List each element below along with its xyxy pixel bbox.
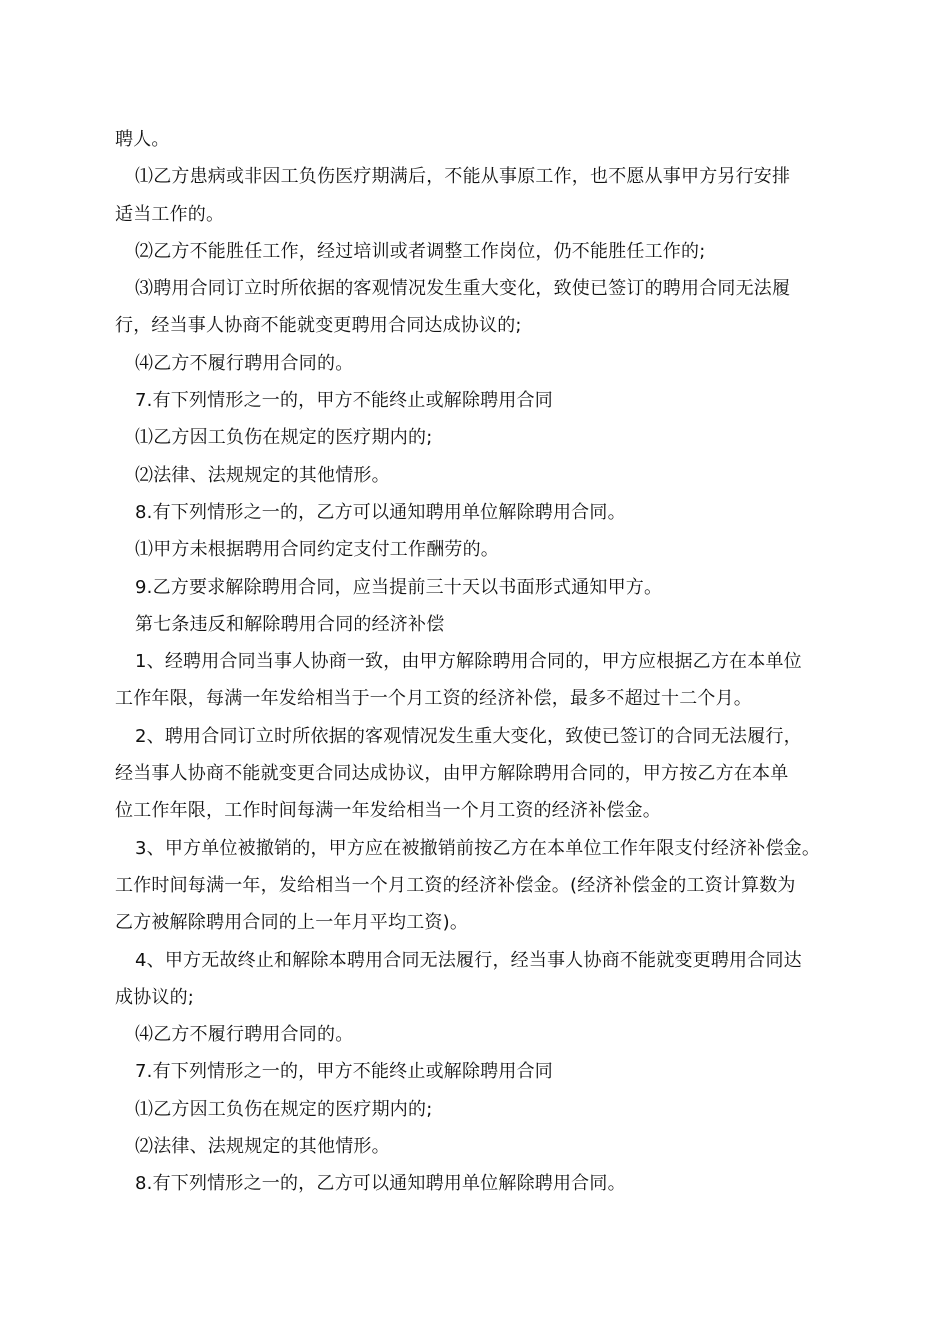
text-line: ⑴甲方未根据聘用合同约定支付工作酬劳的。 <box>135 539 499 561</box>
text-line: 7.有下列情形之一的，甲方不能终止或解除聘用合同 <box>135 1061 553 1083</box>
text-line: 经当事人协商不能就变更合同达成协议，由甲方解除聘用合同的，甲方按乙方在本单 <box>115 763 789 785</box>
text-line: ⑷乙方不履行聘用合同的。 <box>135 1024 354 1046</box>
text-line: 8.有下列情形之一的，乙方可以通知聘用单位解除聘用合同。 <box>135 1173 626 1195</box>
text-line: ⑶聘用合同订立时所依据的客观情况发生重大变化，致使已签订的聘用合同无法履 <box>135 278 791 300</box>
text-line: ⑴乙方因工负伤在规定的医疗期内的; <box>135 427 433 449</box>
document-body <box>115 121 845 1203</box>
text-line: 2、聘用合同订立时所依据的客观情况发生重大变化，致使已签订的合同无法履行， <box>135 725 802 747</box>
text-line: 8.有下列情形之一的，乙方可以通知聘用单位解除聘用合同。 <box>135 501 626 523</box>
text-line: ⑴乙方因工负伤在规定的医疗期内的; <box>135 1098 433 1120</box>
text-line: 7.有下列情形之一的，甲方不能终止或解除聘用合同 <box>135 390 553 412</box>
text-line: 工作时间每满一年，发给相当一个月工资的经济补偿金。(经济补偿金的工资计算数为 <box>115 874 796 896</box>
text-line: ⑵乙方不能胜任工作，经过培训或者调整工作岗位，仍不能胜任工作的; <box>135 240 706 262</box>
text-line: 3、甲方单位被撤销的，甲方应在被撤销前按乙方在本单位工作年限支付经济补偿金。 <box>135 837 821 859</box>
text-line: 位工作年限，工作时间每满一年发给相当一个月工资的经济补偿金。 <box>115 800 661 822</box>
text-line: 9.乙方要求解除聘用合同，应当提前三十天以书面形式通知甲方。 <box>135 576 663 598</box>
text-line: ⑷乙方不履行聘用合同的。 <box>135 352 354 374</box>
text-line: ⑵法律、法规规定的其他情形。 <box>135 464 390 486</box>
text-line: 行，经当事人协商不能就变更聘用合同达成协议的; <box>115 315 522 337</box>
text-line: 乙方被解除聘用合同的上一年月平均工资)。 <box>115 912 469 934</box>
text-line: 适当工作的。 <box>115 203 225 225</box>
text-line: 1、经聘用合同当事人协商一致，由甲方解除聘用合同的，甲方应根据乙方在本单位 <box>135 651 802 673</box>
text-line: 成协议的; <box>115 986 195 1008</box>
text-line: 4、甲方无故终止和解除本聘用合同无法履行，经当事人协商不能就变更聘用合同达 <box>135 949 802 971</box>
text-line: ⑴乙方患病或非因工负伤医疗期满后，不能从事原工作，也不愿从事甲方另行安排 <box>135 166 791 188</box>
text-line: 聘人。 <box>115 129 170 150</box>
text-line: 工作年限，每满一年发给相当于一个月工资的经济补偿，最多不超过十二个月。 <box>115 688 752 710</box>
text-line: ⑵法律、法规规定的其他情形。 <box>135 1136 390 1158</box>
section-heading: 第七条违反和解除聘用合同的经济补偿 <box>135 613 445 635</box>
